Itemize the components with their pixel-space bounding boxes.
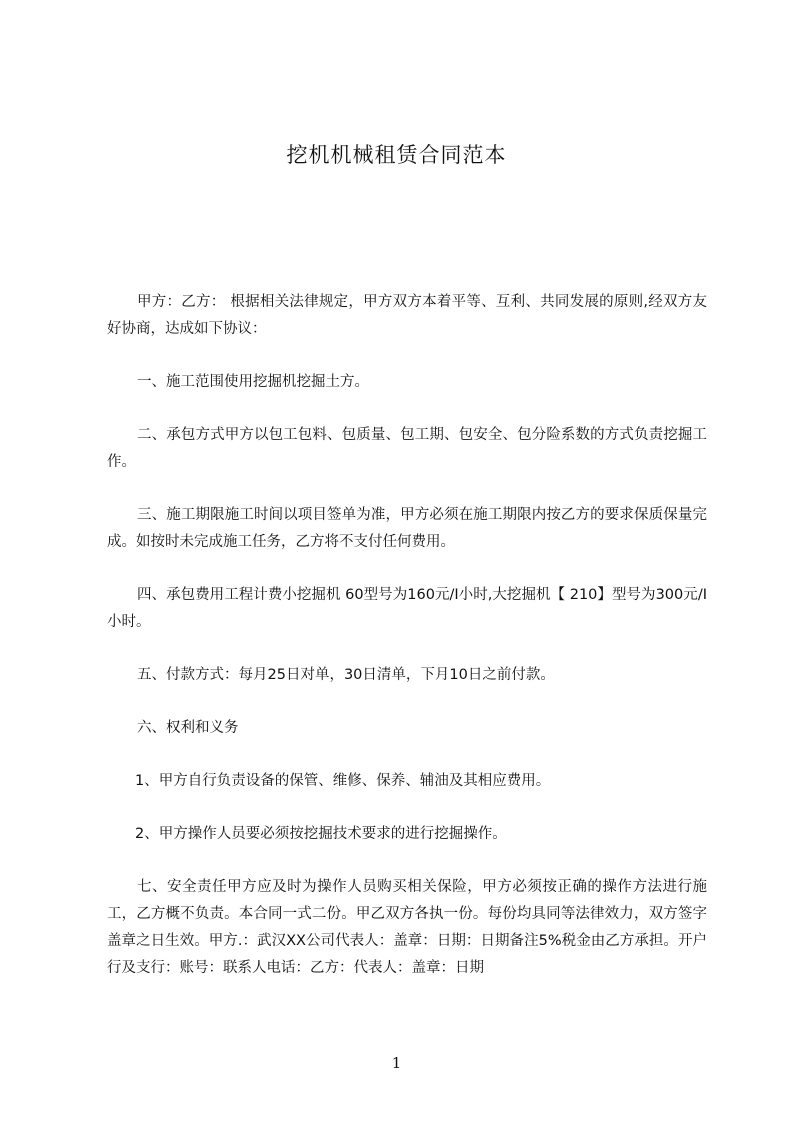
page-number: 1 (391, 1054, 402, 1072)
paragraph-rights-item-1: 1、甲方自行负责设备的保管、维修、保养、辅油及其相应费用。 (135, 773, 551, 789)
paragraph-rights-obligations: 六、权利和义务 (137, 720, 239, 736)
document-body (107, 289, 707, 982)
paragraph-contract-fees: 四、承包费用工程计费小挖掘机 60型号为160元/I小时,大挖掘机【 210】型号为300元/I小时。 (107, 587, 707, 630)
paragraph-intro: 甲方：乙方： 根据相关法律规定，甲方双方本着平等、互利、共同发展的原则,经双方友好协商，达成如下协议： (107, 294, 707, 337)
paragraph-scope: 一、施工范围使用挖掘机挖掘土方。 (137, 374, 369, 390)
paragraph-payment-method: 五、付款方式：每月25日对单，30日清单，下月10日之前付款。 (137, 667, 555, 683)
paragraph-safety-responsibility: 七、安全责任甲方应及时为操作人员购买相关保险，甲方必须按正确的操作方法进行施工，乙方概不负责。本合同一式二份。甲乙双方各执一份。每份均具同等法律效力，双方签字盖章之日生效。甲方.：武汉XX公司代表人：盖章：日期：日期备注5%税金由乙方承担。开户行及支行：账号：联系人电话：乙方：代表人：盖章：日期 (107, 879, 707, 976)
paragraph-construction-period: 三、施工期限施工时间以项目签单为准，甲方必须在施工期限内按乙方的要求保质保量完成。如按时未完成施工任务，乙方将不支付任何费用。 (107, 507, 707, 550)
paragraph-contract-method: 二、承包方式甲方以包工包料、包质量、包工期、包安全、包分险系数的方式负责挖掘工作。 (107, 427, 707, 470)
paragraph-rights-item-2: 2、甲方操作人员要必须按挖掘技术要求的进行挖掘操作。 (135, 826, 507, 842)
document-title: 挖机机械租赁合同范本 (286, 143, 507, 167)
